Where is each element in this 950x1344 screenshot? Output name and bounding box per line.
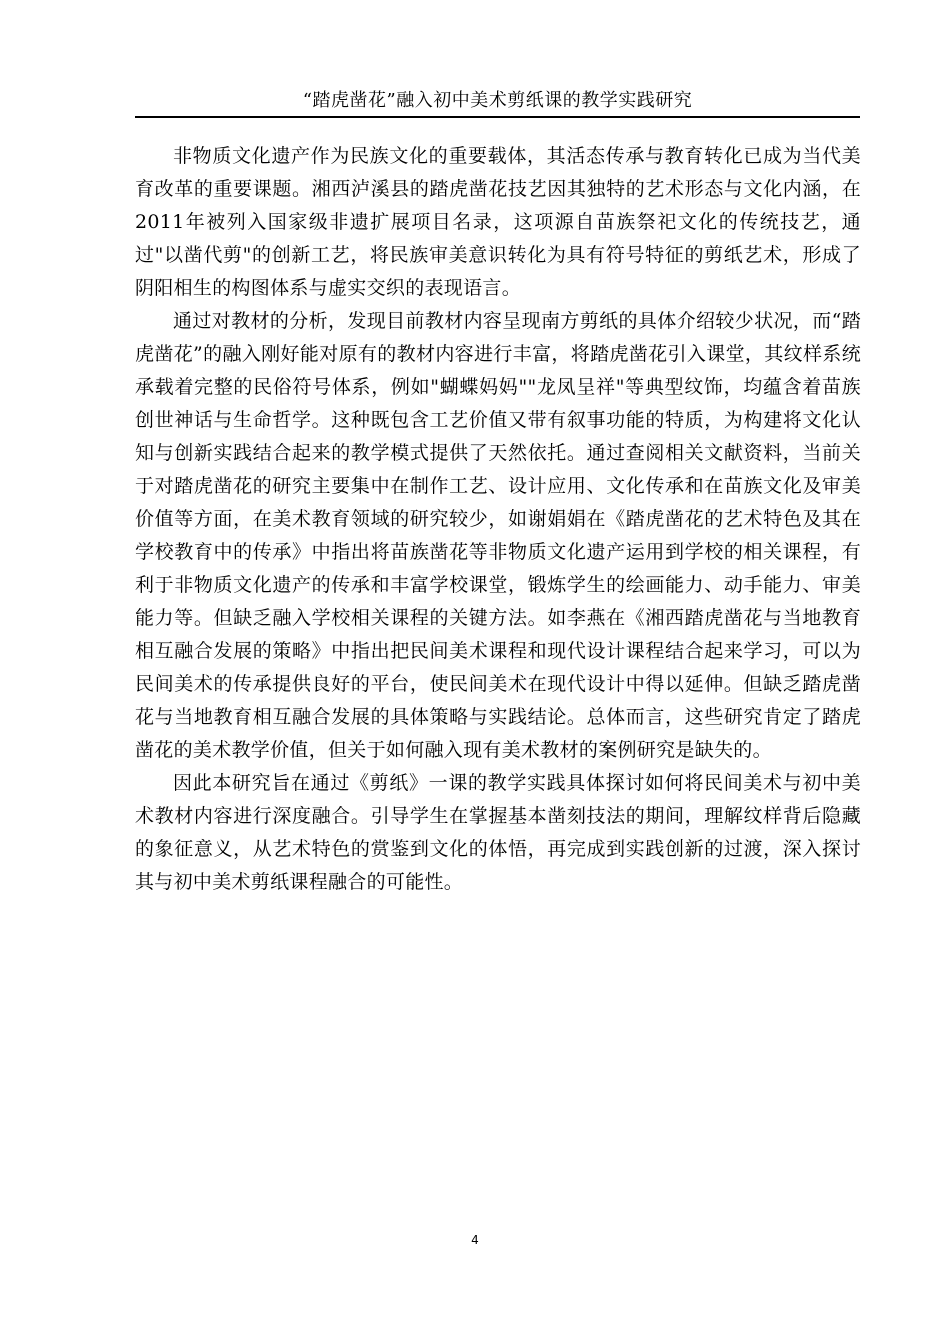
paragraph-3: 因此本研究旨在通过《剪纸》一课的教学实践具体探讨如何将民间美术与初中美术教材内容进行深度融合。引导学生在掌握基本凿刻技法的期间，理解纹样背后隐藏的象征意义，从艺术特色的赏鉴到文化的体悟，再完成到实践创新的过渡，深入探讨其与初中美术剪纸课程融合的可能性。 bbox=[135, 772, 861, 893]
body-text bbox=[135, 140, 861, 899]
paragraph-1: 非物质文化遗产作为民族文化的重要载体，其活态传承与教育转化已成为当代美育改革的重要课题。湘西泸溪县的踏虎凿花技艺因其独特的艺术形态与文化内涵，在2011年被列入国家级非遗扩展项目名录，这项源自苗族祭祀文化的传统技艺，通过"以凿代剪"的创新工艺，将民族审美意识转化为具有符号特征的剪纸艺术，形成了阴阳相生的构图体系与虚实交织的表现语言。 bbox=[135, 145, 861, 299]
paragraph-2: 通过对教材的分析，发现目前教材内容呈现南方剪纸的具体介绍较少状况，而“踏虎凿花”的融入刚好能对原有的教材内容进行丰富，将踏虎凿花引入课堂，其纹样系统承载着完整的民俗符号体系，例如"蝴蝶妈妈""龙凤呈祥"等典型纹饰，均蕴含着苗族创世神话与生命哲学。这种既包含工艺价值又带有叙事功能的特质，为构建将文化认知与创新实践结合起来的教学模式提供了天然依托。通过查阅相关文献资料，当前关于对踏虎凿花的研究主要集中在制作工艺、设计应用、文化传承和在苗族文化及审美价值等方面，在美术教育领域的研究较少，如谢娟娟在《踏虎凿花的艺术特色及其在学校教育中的传承》中指出将苗族凿花等非物质文化遗产运用到学校的相关课程，有利于非物质文化遗产的传承和丰富学校课堂，锻炼学生的绘画能力、动手能力、审美能力等。但缺乏融入学校相关课程的关键方法。如李燕在《湘西踏虎凿花与当地教育相互融合发展的策略》中指出把民间美术课程和现代设计课程结合起来学习，可以为民间美术的传承提供良好的平台，使民间美术在现代设计中得以延伸。但缺乏踏虎凿花与当地教育相互融合发展的具体策略与实践结论。总体而言，这些研究肯定了踏虎凿花的美术教学价值，但关于如何融入现有美术教材的案例研究是缺失的。 bbox=[135, 310, 861, 761]
header-title: “踏虎凿花”融入初中美术剪纸课的教学实践研究 bbox=[302, 90, 693, 111]
page-header bbox=[135, 88, 860, 118]
page-number: 4 bbox=[471, 1233, 479, 1247]
